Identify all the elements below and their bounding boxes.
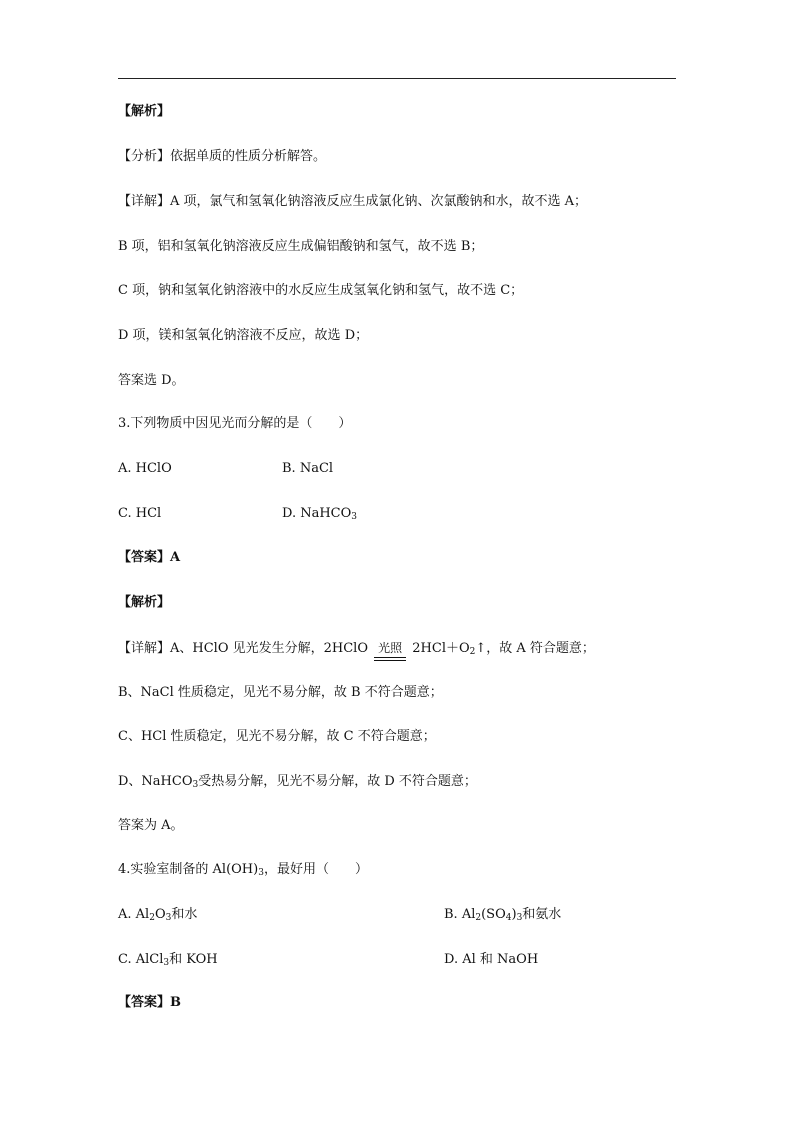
q4-option-b: B. $Al_2(SO_4)_3$和氨水 xyxy=(444,907,562,923)
q3-detail-d: D、NaHCO$_3$受热易分解，见光不易分解，故 D 不符合题意； xyxy=(118,774,477,790)
q3-option-b: B. NaCl xyxy=(282,461,334,476)
q3-stem: 3.下列物质中因见光而分解的是（ ） xyxy=(118,416,352,431)
detail-d: D 项，镁和氢氧化钠溶液不反应，故选 D； xyxy=(118,328,369,343)
q4-stem: 4.实验室制备的 $Al(OH)_3$，最好用（ ） xyxy=(118,862,368,878)
q3-detail-a: 【详解】A、HClO 见光发生分解，2HClO 光照 $2HCl+O_2↑$，故 A 符合题意； xyxy=(118,641,595,657)
q4-options-cd xyxy=(118,951,678,969)
q3-options-ab xyxy=(118,460,678,478)
q3-options-cd xyxy=(118,505,678,523)
q3-option-c: C. HCl xyxy=(118,506,162,521)
detail-c: C 项，钠和氢氧化钠溶液中的水反应生成氢氧化钠和氢气，故不选 C； xyxy=(118,283,524,298)
q3-answer: 【答案】A xyxy=(118,550,181,565)
q4-answer: 【答案】B xyxy=(118,995,181,1010)
header-rule xyxy=(118,78,676,79)
q4-option-c: C. AlCl$_3$和 KOH xyxy=(118,952,218,968)
answer-line: 答案选 D。 xyxy=(118,373,185,388)
q3-option-a: A. HClO xyxy=(118,461,172,476)
q4-option-d: D. Al 和 NaOH xyxy=(444,952,539,967)
q3-analysis-heading: 【解析】 xyxy=(118,595,171,610)
detail-a: 【详解】A 项，氯气和氢氧化钠溶液反应生成氯化钠、次氯酸钠和水，故不选 A； xyxy=(118,194,588,209)
q3-option-d: D. NaHCO$_3$ xyxy=(282,506,358,522)
q4-options-ab xyxy=(118,906,678,924)
analysis-text: 【分析】依据单质的性质分析解答。 xyxy=(118,149,327,164)
detail-b: B 项，铝和氢氧化钠溶液反应生成偏铝酸钠和氢气，故不选 B； xyxy=(118,239,484,254)
q4-option-a: A. $Al_2O_3$和水 xyxy=(118,907,198,923)
analysis-heading: 【解析】 xyxy=(118,104,171,119)
q3-detail-b: B、NaCl 性质稳定，见光不易分解，故 B 不符合题意； xyxy=(118,685,443,700)
reaction-condition: 光照 xyxy=(374,639,406,658)
q3-detail-c: C、HCl 性质稳定，见光不易分解，故 C 不符合题意； xyxy=(118,729,436,744)
q3-conclusion: 答案为 A。 xyxy=(118,818,184,833)
